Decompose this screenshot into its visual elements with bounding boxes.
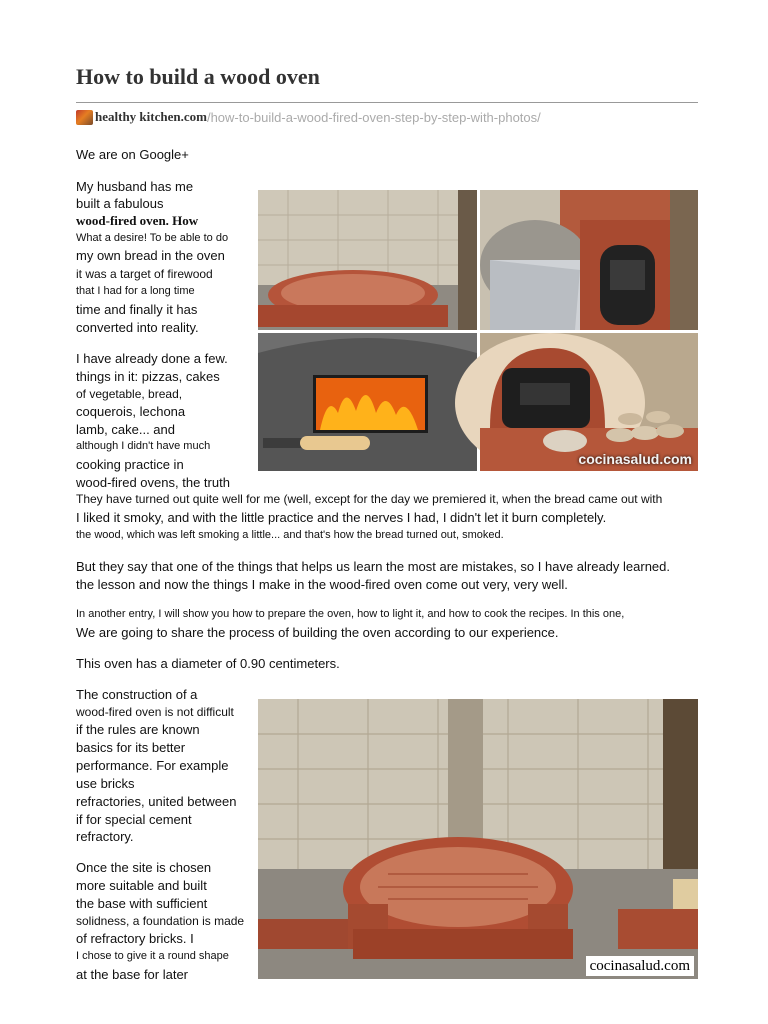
site-name[interactable]: healthy kitchen.com bbox=[95, 109, 207, 124]
source-line[interactable] bbox=[76, 108, 541, 126]
site-favicon-icon bbox=[76, 110, 93, 125]
text-line: I have already done a few. bbox=[76, 351, 228, 366]
text-line: the wood, which was left smoking a little... and that's how the bread turned out, smoked. bbox=[76, 529, 504, 541]
text-line: coquerois, lechona bbox=[76, 404, 186, 419]
text-line: Once the site is chosen bbox=[76, 860, 212, 875]
text-line: My husband has me bbox=[76, 179, 194, 194]
text-line: They have turned out quite well for me (well, except for the day we premiered it, when the bread came out with bbox=[76, 492, 663, 506]
collage-watermark: cocinasalud.com bbox=[578, 451, 692, 467]
text-line: This oven has a diameter of 0.90 centimeters. bbox=[76, 656, 340, 671]
text-line: converted into reality. bbox=[76, 320, 199, 335]
text-line: performance. For example bbox=[76, 758, 229, 773]
article-title: How to build a wood oven bbox=[76, 64, 320, 89]
base-watermark: cocinasalud.com bbox=[586, 956, 694, 976]
text-line: my own bread in the oven bbox=[76, 248, 225, 263]
text-line: at the base for later bbox=[76, 967, 189, 982]
text-line: time and finally it has bbox=[76, 302, 198, 317]
text-line: In another entry, I will show you how to prepare the oven, how to light it, and how to cook the recipes. In this one, bbox=[76, 608, 625, 620]
text-line: solidness, a foundation is made bbox=[76, 914, 245, 928]
brick-base-graphic bbox=[258, 699, 698, 979]
text-line: wood-fired ovens, the truth bbox=[76, 475, 230, 490]
text-line: cooking practice in bbox=[76, 457, 184, 472]
text-line: built a fabulous bbox=[76, 196, 164, 211]
text-line: basics for its better bbox=[76, 740, 186, 755]
text-line: I liked it smoky, and with the little practice and the nerves I had, I didn't let it burn completely. bbox=[76, 510, 607, 525]
text-line: things in it: pizzas, cakes bbox=[76, 369, 220, 384]
text-line: We are going to share the process of building the oven according to our experience. bbox=[76, 625, 559, 640]
text-line: We are on Google+ bbox=[76, 147, 189, 162]
text-line: if for special cement bbox=[76, 812, 192, 827]
title-divider bbox=[76, 102, 698, 103]
text-line: wood-fired oven is not difficult bbox=[76, 705, 234, 719]
text-line: it was a target of firewood bbox=[76, 267, 213, 281]
text-line: refractory. bbox=[76, 829, 134, 844]
text-line: I chose to give it a round shape bbox=[76, 950, 229, 962]
text-line: What a desire! To be able to do bbox=[76, 232, 229, 244]
oven-collage-graphic bbox=[258, 190, 698, 471]
text-line: although I didn't have much bbox=[76, 440, 211, 452]
oven-collage-image bbox=[258, 190, 698, 471]
text-line: The construction of a bbox=[76, 687, 198, 702]
text-line: wood-fired oven. How bbox=[76, 213, 199, 228]
text-line: use bricks bbox=[76, 776, 135, 791]
text-line: if the rules are known bbox=[76, 722, 200, 737]
text-line: more suitable and built bbox=[76, 878, 207, 893]
text-line: refractories, united between bbox=[76, 794, 237, 809]
brick-base-image bbox=[258, 699, 698, 979]
text-line: the base with sufficient bbox=[76, 896, 208, 911]
text-line: that I had for a long time bbox=[76, 285, 195, 297]
site-path[interactable]: /how-to-build-a-wood-fired-oven-step-by-step-with-photos/ bbox=[206, 109, 541, 125]
text-line: But they say that one of the things that helps us learn the most are mistakes, so I have already learned. bbox=[76, 559, 671, 574]
text-line: the lesson and now the things I make in the wood-fired oven come out very, very well. bbox=[76, 577, 568, 592]
text-line: of refractory bricks. I bbox=[76, 931, 194, 946]
text-line: lamb, cake... and bbox=[76, 422, 175, 437]
text-line: of vegetable, bread, bbox=[76, 387, 183, 401]
